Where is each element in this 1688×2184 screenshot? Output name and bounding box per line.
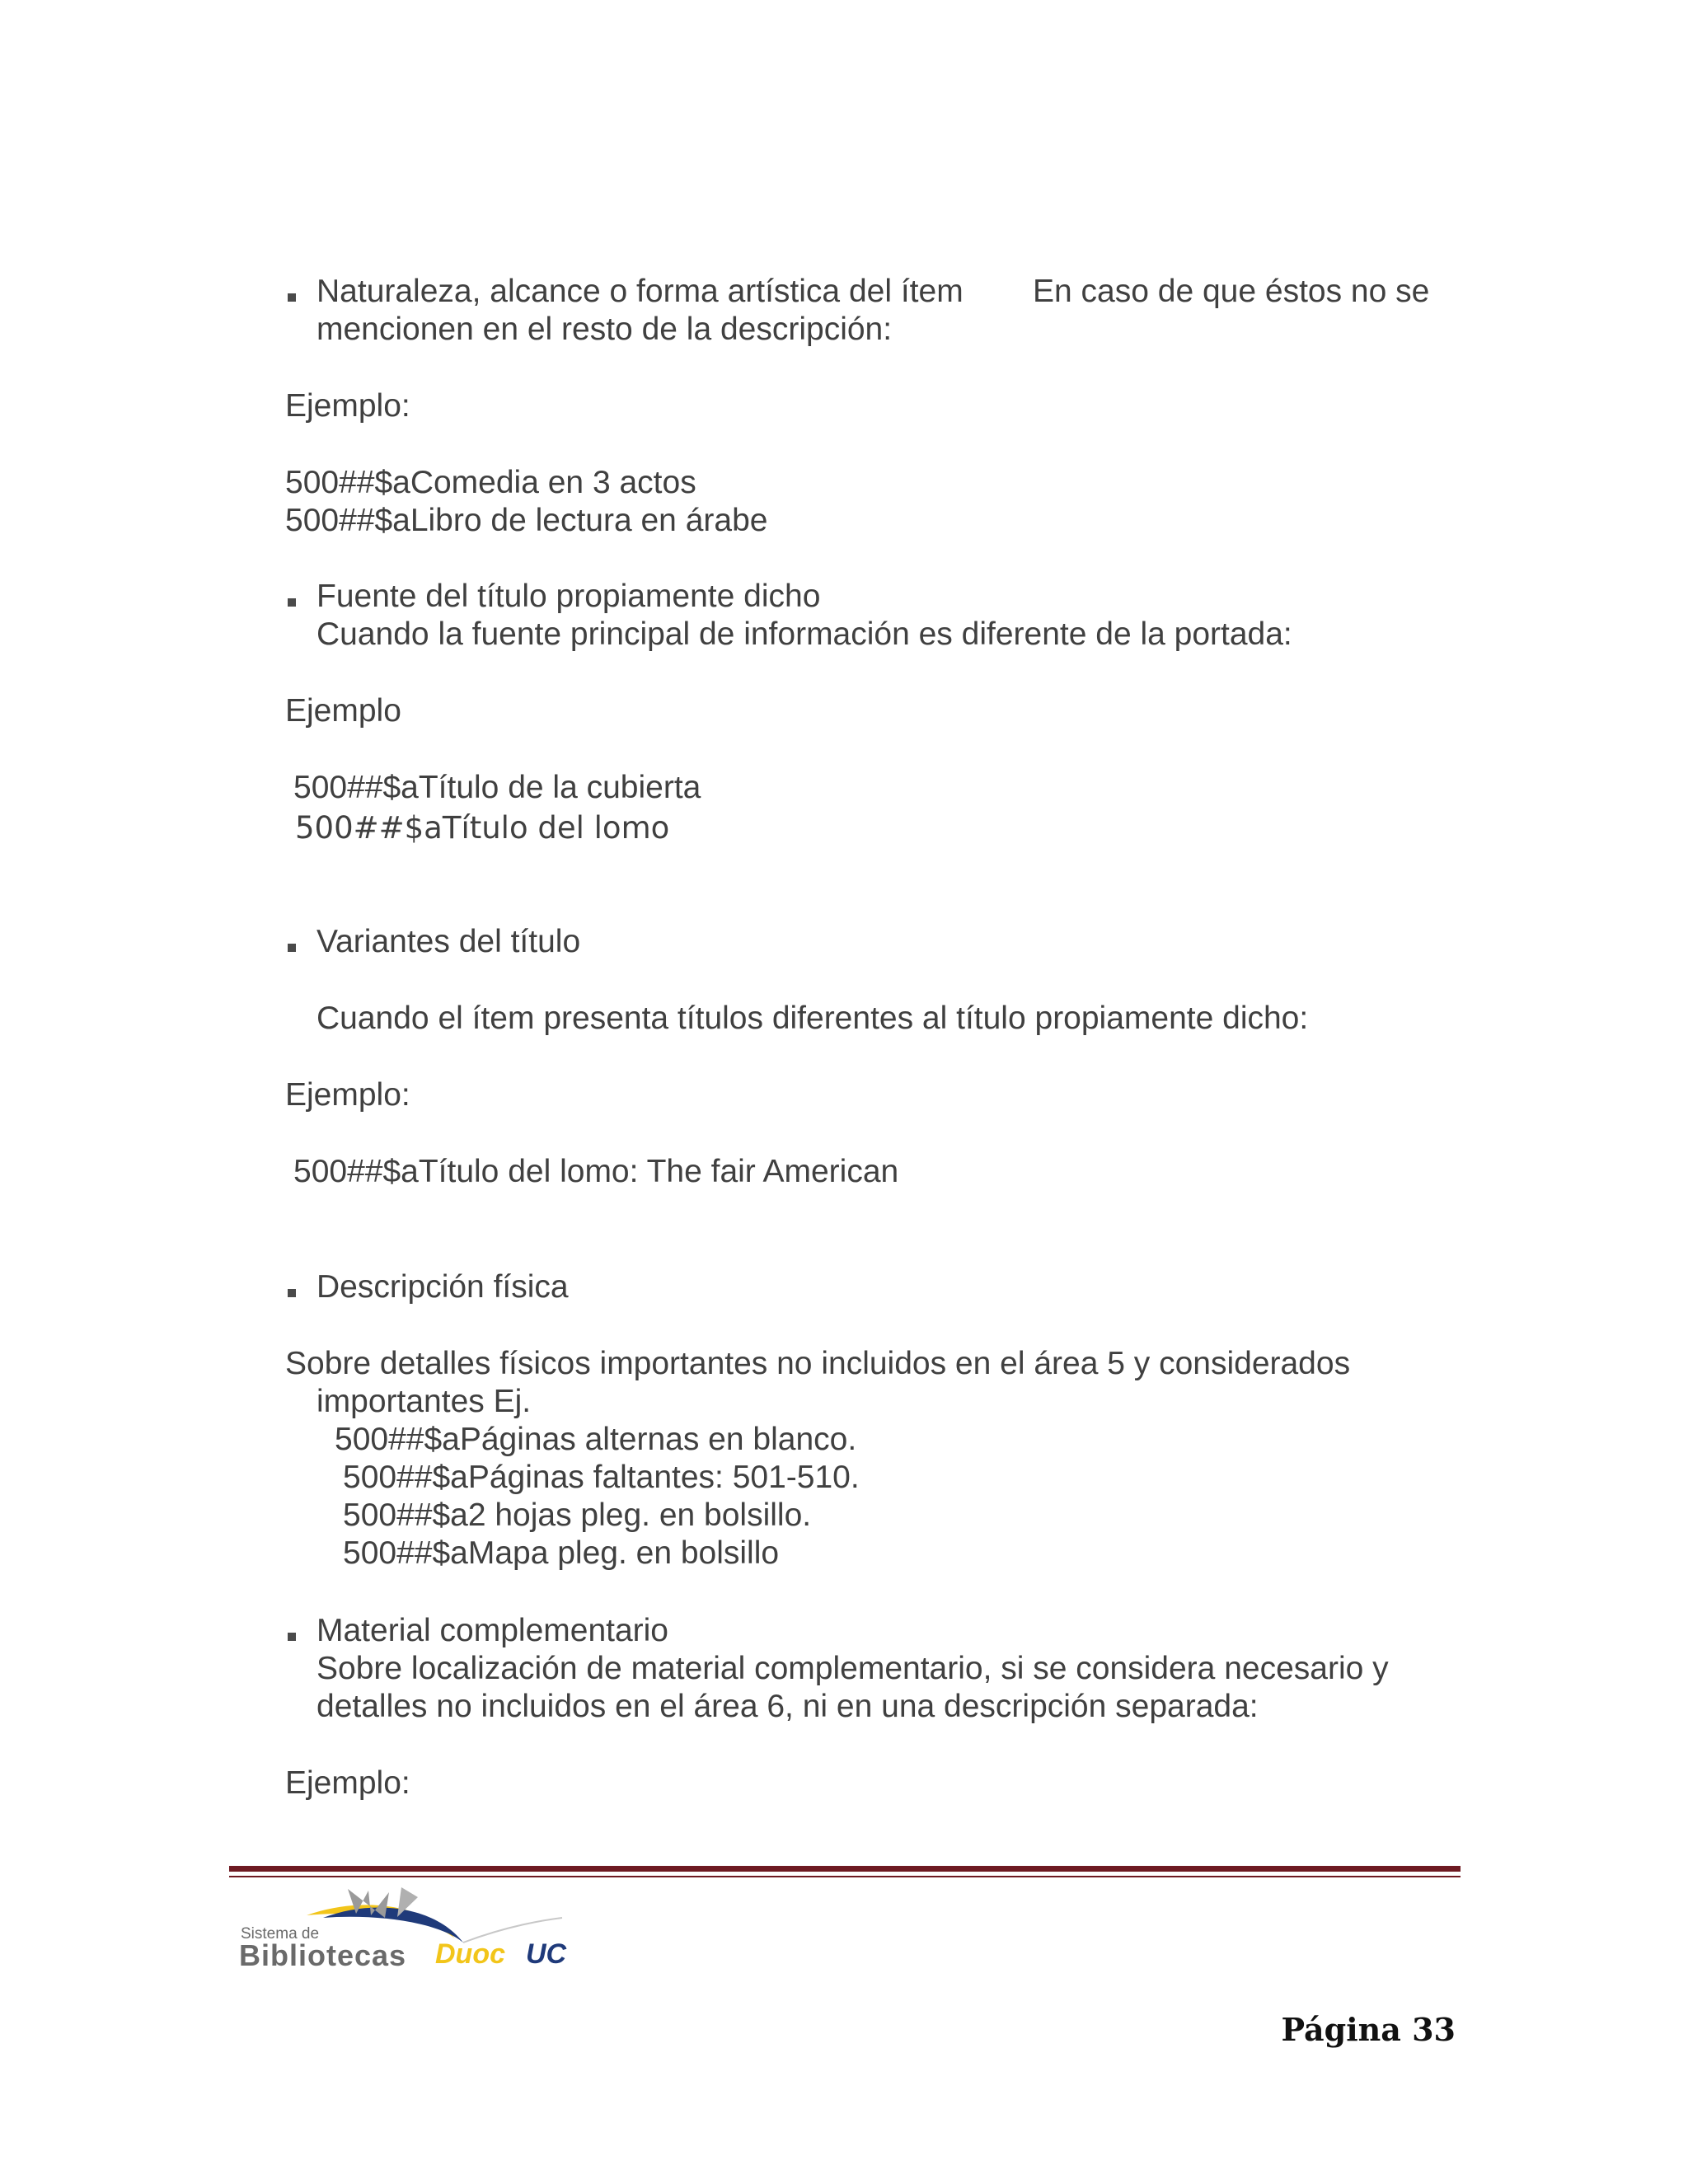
example-label: Ejemplo:: [285, 388, 410, 424]
bullet-item-variantes: Variantes del título: [316, 924, 581, 959]
bibliotecas-duoc-logo: [232, 1881, 587, 1971]
bullet-item-fuente-desc: Cuando la fuente principal de información es diferente de la portada:: [316, 616, 1292, 652]
example-line: 500##$aTítulo del lomo: The fair American: [293, 1154, 899, 1189]
logo-text-uc: UC: [526, 1938, 567, 1970]
bullet-item-naturaleza: Naturaleza, alcance o forma artística del ítem: [316, 274, 964, 309]
page-number: Página 33: [1281, 2011, 1456, 2048]
bullet-item-descripcion-fisica: Descripción física: [316, 1269, 569, 1305]
example-label: Ejemplo:: [285, 1077, 410, 1113]
example-label: Ejemplo:: [285, 1765, 410, 1801]
logo-text-main: Bibliotecas: [239, 1938, 407, 1972]
bullet-marker: [288, 1633, 296, 1641]
bullet-item-variantes-desc: Cuando el ítem presenta títulos diferentes al título propiamente dicho:: [316, 1001, 1309, 1036]
example-line: 500##$aTítulo del lomo: [295, 810, 670, 846]
bullet-item-material-complementario: Material complementario: [316, 1613, 669, 1648]
body-text: Sobre detalles físicos importantes no incluidos en el área 5 y considerados: [285, 1346, 1351, 1381]
bullet-marker: [288, 1289, 296, 1297]
bullet-item-material-desc-cont: detalles no incluidos en el área 6, ni en una descripción separada:: [316, 1689, 1259, 1724]
example-line: 500##$aPáginas alternas en blanco.: [335, 1422, 857, 1457]
footer-rule: [229, 1866, 1461, 1872]
logo-text-duoc: Duoc: [435, 1938, 505, 1970]
example-line: 500##$aLibro de lectura en árabe: [285, 503, 768, 538]
bullet-item-material-desc: Sobre localización de material complementario, si se considera necesario y: [316, 1651, 1389, 1686]
footer-rule-thin: [229, 1876, 1461, 1877]
example-line: 500##$aPáginas faltantes: 501-510.: [343, 1460, 860, 1495]
body-text: importantes Ej.: [316, 1384, 532, 1419]
example-line: 500##$a2 hojas pleg. en bolsillo.: [343, 1497, 812, 1533]
bullet-item-fuente-titulo: Fuente del título propiamente dicho: [316, 579, 821, 614]
bullet-marker: [288, 944, 296, 952]
bullet-marker: [288, 293, 296, 302]
bullet-marker: [288, 598, 296, 607]
logo-text-small: Sistema de: [241, 1925, 320, 1943]
bullet-item-naturaleza-note: En caso de que éstos no se: [1033, 274, 1430, 309]
example-line: 500##$aMapa pleg. en bolsillo: [343, 1535, 780, 1571]
example-line: 500##$aComedia en 3 actos: [285, 465, 696, 500]
bullet-item-naturaleza-cont: mencionen en el resto de la descripción:: [316, 312, 893, 347]
example-label: Ejemplo: [285, 693, 401, 729]
example-line: 500##$aTítulo de la cubierta: [293, 770, 701, 805]
